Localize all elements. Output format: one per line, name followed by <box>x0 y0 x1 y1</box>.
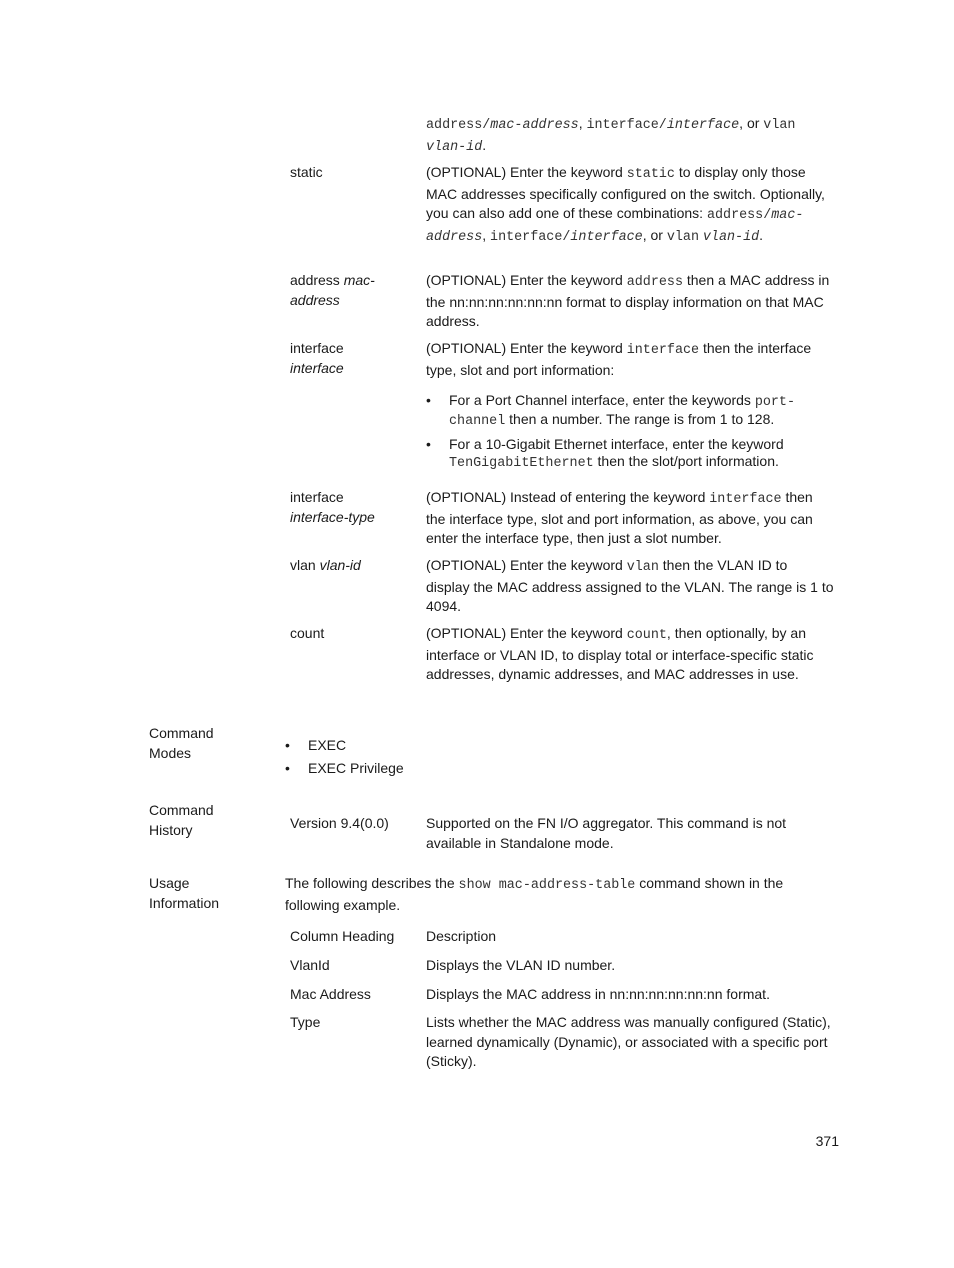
list-item: • EXEC <box>285 736 585 756</box>
table-row-description: Displays the MAC address in nn:nn:nn:nn:nn:nn format. <box>426 986 770 1002</box>
code-address: address/ <box>426 118 491 133</box>
keyword-address: address <box>626 275 683 290</box>
param-interface-description: (OPTIONAL) Enter the keyword interface then the interface type, slot and port information: • For a Port Channel interface, enter the keywords port-channel then a number. The range is from 1 to 128. • For a 10-Gigabit Ethernet interface, enter the keyword TenGigabitEthernet then the slot/port information. <box>426 339 834 478</box>
code-interface: interface/ <box>586 118 667 133</box>
interface-options-list <box>426 392 834 472</box>
table-row-description: Lists whether the MAC address was manually configured (Static), learned dynamically (Dynamic), or associated with a specific port (Sticky). <box>426 1014 831 1069</box>
command-modes-list <box>285 736 585 781</box>
code-mac-address: mac-address <box>490 118 579 133</box>
list-item: • EXEC Privilege <box>285 759 585 779</box>
param-interface-term: interface interface <box>290 340 344 376</box>
command-history-label: Command History <box>149 802 214 838</box>
list-item: • For a Port Channel interface, enter the keywords port-channel then a number. The range is from 1 to 128. <box>426 392 834 430</box>
usage-intro: The following describes the show mac-address-table command shown in the following example. <box>285 875 784 913</box>
list-item: • For a 10-Gigabit Ethernet interface, enter the keyword TenGigabitEthernet then the slot/port information. <box>426 436 834 472</box>
keyword-vlan: vlan <box>626 560 659 575</box>
keyword-count: count <box>626 628 667 643</box>
command-modes-label: Command Modes <box>149 725 214 761</box>
code-vlan-id: vlan-id <box>426 139 483 155</box>
table-row-description: Displays the VLAN ID number. <box>426 957 616 973</box>
param-count-description: (OPTIONAL) Enter the keyword count, then optionally, by an interface or VLAN ID, to display total or interface-specific static addresses, dynamic addresses, and MAC addresses in use. <box>426 625 814 682</box>
table-row-heading: Type <box>290 1014 321 1030</box>
table-header-description: Description <box>426 928 497 944</box>
history-version: Version 9.4(0.0) <box>290 815 389 831</box>
keyword-show-mac-address-table: show mac-address-table <box>458 878 636 893</box>
param-static-term: static <box>290 164 323 180</box>
table-header-column-heading: Column Heading <box>290 928 395 944</box>
keyword-static: static <box>626 167 675 182</box>
param-vlan-description: (OPTIONAL) Enter the keyword vlan then the VLAN ID to display the MAC address assigned to the VLAN. The range is 1 to 4094. <box>426 557 834 614</box>
code-interface-var: interface <box>666 118 740 133</box>
param-interface-type-description: (OPTIONAL) Instead of entering the keyword interface then the interface type, slot and port information, as above, you can enter the interface type, then just a slot number. <box>426 489 813 546</box>
keyword-interface: interface <box>626 343 700 358</box>
table-row-heading: VlanId <box>290 957 330 973</box>
table-row-heading: Mac Address <box>290 986 371 1002</box>
param-address-term: address mac-address <box>290 272 375 308</box>
history-description: Supported on the FN I/O aggregator. This command is not available in Standalone mode. <box>426 815 787 851</box>
page-number: 371 <box>815 1133 839 1149</box>
continued-description: address/mac-address, interface/interface, or vlan vlan-id. <box>426 115 796 155</box>
usage-information-label: Usage Information <box>149 875 220 911</box>
param-interface-type-term: interface interface-type <box>290 489 375 525</box>
code-vlan: vlan <box>763 118 796 133</box>
param-address-description: (OPTIONAL) Enter the keyword address then a MAC address in the nn:nn:nn:nn:nn:nn format to display information on that MAC address. <box>426 272 830 329</box>
param-static-description: (OPTIONAL) Enter the keyword static to display only those MAC addresses specifically configured on the switch. Optionally, you can also add one of these combinations: address/mac-address, interface/interface, or vlan vlan-id. <box>426 164 825 245</box>
param-count-term: count <box>290 625 325 641</box>
param-vlan-term: vlan vlan-id <box>290 557 361 573</box>
